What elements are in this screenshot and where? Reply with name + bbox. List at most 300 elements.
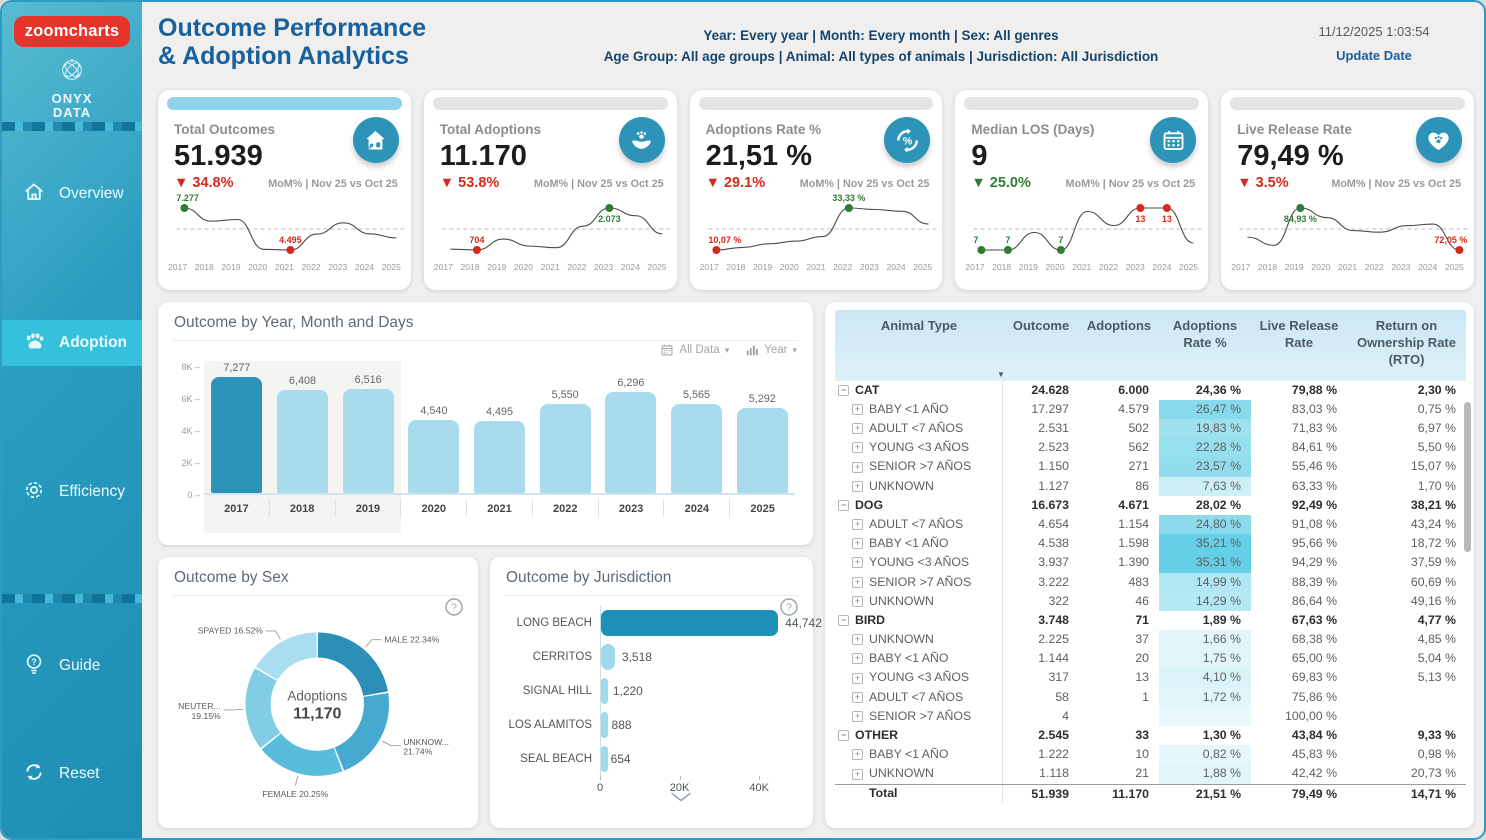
table-row-cat[interactable]: − CAT 24.628 6.000 24,36 % 79,88 % 2,30 %: [835, 381, 1466, 400]
table-row-unknown[interactable]: + UNKNOWN 1.118 21 1,88 % 42,42 % 20,73 %: [835, 764, 1466, 783]
cell-rto: 60,69 %: [1410, 574, 1456, 589]
cell-adoptions: 562: [1128, 440, 1149, 455]
bar-slot-2023: [598, 367, 664, 493]
table-row-young-3-a-os[interactable]: + YOUNG <3 AÑOS 317 13 4,10 % 69,83 % 5,13 %: [835, 668, 1466, 687]
cell-outcome: 3.937: [1038, 555, 1069, 570]
cell-adoptions: 10: [1135, 747, 1149, 762]
jurisdiction-bar-area: [600, 640, 799, 674]
bar-slot-2021: [467, 367, 533, 493]
x-axis-label-2018: 2018: [270, 499, 336, 517]
bar-slot-2017: [204, 362, 270, 493]
kpi-sparkline: [696, 193, 949, 257]
outcome-by-sex-card: [158, 557, 478, 828]
kpi-value: 21,51 %: [705, 140, 813, 172]
jur-axis-tick-40K: 40K: [749, 782, 769, 794]
donut-slice-neutered[interactable]: [246, 668, 281, 748]
kpi-card-5[interactable]: [1221, 90, 1474, 290]
house-pet-icon: [353, 117, 399, 163]
outcome-by-year-title: Outcome by Year, Month and Days: [172, 312, 799, 341]
sidebar-divider-stripe: [2, 594, 142, 603]
jurisdiction-value: 654: [610, 752, 631, 766]
donut-label-spayed: SPAYED 16.52%: [197, 625, 263, 636]
bar-slot-2022: [532, 367, 598, 493]
expand-icon[interactable]: +: [852, 462, 863, 473]
chart-control-year[interactable]: Year ▾: [745, 343, 797, 357]
left-column: [158, 302, 822, 828]
expand-icon[interactable]: +: [852, 634, 863, 645]
table-row-adult-7-a-os[interactable]: + ADULT <7 AÑOS 58 1 1,72 % 75,86 %: [835, 688, 1466, 707]
bar-slot-2018: [270, 367, 336, 493]
jurisdiction-label: CERRITOS: [532, 651, 592, 663]
donut-label-male: MALE 22.34%: [384, 634, 440, 645]
cell-adoptions-rate: 24,80 %: [1159, 515, 1251, 534]
cell-live-release: 69,83 %: [1291, 670, 1337, 685]
cell-rto: 0,98 %: [1417, 747, 1456, 762]
kpi-delta: ▼ 29.1%: [705, 175, 766, 191]
kpi-title: Total Adoptions: [439, 122, 542, 137]
svg-text:7: 7: [1058, 235, 1064, 245]
cell-rto: 18,72 %: [1410, 536, 1456, 551]
kpi-period: MoM% | Nov 25 vs Oct 25: [1331, 178, 1461, 190]
kpi-card-3[interactable]: [690, 90, 943, 290]
col-header-0[interactable]: Animal Type: [880, 318, 958, 333]
bar-value-label: 5,292: [748, 393, 776, 405]
cell-rto: 5,13 %: [1417, 670, 1456, 685]
last-update-timestamp: 11/12/2025 1:03:54: [1318, 24, 1430, 39]
donut-svg: [172, 600, 468, 810]
onyx-data-logo: [2, 53, 142, 119]
expand-icon[interactable]: +: [852, 519, 863, 530]
kpi-top-bar: [1230, 97, 1465, 110]
bar-slot-2024: [664, 367, 730, 493]
cell-rto: [1347, 688, 1466, 707]
kpi-period: MoM% | Nov 25 vs Oct 25: [268, 178, 398, 190]
header: [158, 6, 1474, 88]
cell-adoptions: 1.390: [1118, 555, 1149, 570]
bar-2021[interactable]: [474, 421, 525, 493]
jurisdiction-label: SIGNAL HILL: [522, 685, 592, 697]
expand-icon[interactable]: +: [852, 653, 863, 664]
x-axis-label-2025: 2025: [750, 503, 775, 515]
bar-value-label: 6,516: [354, 374, 382, 386]
cell-rto: 0,75 %: [1417, 401, 1456, 416]
jurisdiction-bar[interactable]: [601, 610, 778, 636]
table-row-unknown[interactable]: + UNKNOWN 322 46 14,29 % 86,64 % 49,16 %: [835, 592, 1466, 611]
cell-live-release: 95,66 %: [1291, 536, 1337, 551]
expand-icon[interactable]: +: [852, 404, 863, 415]
cell-live-release: 45,83 %: [1291, 747, 1337, 762]
x-axis-label-2019: 2019: [336, 499, 402, 517]
cell-rto: 1,70 %: [1417, 478, 1456, 493]
expand-icon[interactable]: +: [852, 749, 863, 760]
jurisdiction-bar-area: [600, 606, 822, 640]
bottom-row: [158, 557, 822, 828]
filter-summary: [488, 6, 1274, 68]
table-row-unknown[interactable]: + UNKNOWN 2.225 37 1,66 % 68,38 % 4,85 %: [835, 630, 1466, 649]
kpi-sparkline: [164, 193, 417, 257]
cell-rto: 37,59 %: [1410, 555, 1456, 570]
cell-adoptions: 6.000: [1118, 382, 1149, 397]
cell-outcome: 1.144: [1038, 651, 1069, 666]
bar-slot-2019: [335, 367, 401, 493]
bar-2023[interactable]: [605, 392, 656, 493]
animal-type-table-card: [825, 302, 1474, 828]
cell-rto: 38,21 %: [1410, 497, 1456, 512]
sidebar-item-label: Guide: [59, 657, 101, 674]
kpi-value: 79,49 %: [1237, 140, 1344, 172]
table-row-baby-1-a-o[interactable]: + BABY <1 AÑO 4.538 1.598 35,21 % 95,66 % 18,72 %: [835, 534, 1466, 553]
jurisdiction-row-long-beach: [504, 606, 822, 640]
jurisdiction-row-signal-hill: [504, 674, 799, 708]
table-row-dog[interactable]: − DOG 16.673 4.671 28,02 % 92,49 % 38,21 %: [835, 496, 1466, 515]
cell-adoptions-rate: 14,99 %: [1159, 573, 1251, 592]
onyx-line2: DATA: [52, 104, 92, 120]
sidebar-item-label: Reset: [59, 765, 100, 782]
svg-text:72,05 %: 72,05 %: [1434, 235, 1468, 245]
svg-text:84,93 %: 84,93 %: [1284, 214, 1318, 224]
cell-adoptions: [1079, 707, 1159, 726]
table-row-baby-1-a-o[interactable]: + BABY <1 AÑO 17.297 4.579 26,47 % 83,03 % 0,75 %: [835, 400, 1466, 419]
cell-adoptions-rate: 1,66 %: [1159, 630, 1251, 649]
donut-slice-unknown[interactable]: [335, 693, 389, 771]
kpi-year-labels: 2017 2018 2019 2020 2021 2022 2023 2024 2025: [168, 262, 401, 272]
chart-controls: [660, 343, 797, 357]
sidebar-item-label: Adoption: [59, 334, 128, 351]
donut-label-neutered: NEUTER... 19.15%: [178, 701, 221, 721]
svg-text:13: 13: [1135, 214, 1146, 224]
svg-text:7: 7: [1005, 235, 1011, 245]
cell-live-release: 94,29 %: [1291, 555, 1337, 570]
cell-live-release: 79,88 %: [1291, 382, 1337, 397]
kpi-year-labels: 2017 2018 2019 2020 2021 2022 2023 2024 2025: [699, 262, 933, 272]
bar-slot-2025: [729, 367, 795, 493]
cell-outcome: 4.654: [1038, 516, 1069, 531]
kpi-value: 11.170: [439, 140, 527, 172]
cell-live-release: 84,61 %: [1291, 440, 1337, 455]
cell-live-release: 75,86 %: [1291, 689, 1337, 704]
jurisdiction-bar-area: [600, 742, 799, 776]
cell-outcome: 322: [1048, 593, 1069, 608]
cell-adoptions: 483: [1128, 574, 1149, 589]
cell-outcome: 2.523: [1038, 440, 1069, 455]
jurisdiction-bar[interactable]: [601, 678, 608, 704]
jurisdiction-bar[interactable]: [601, 712, 608, 738]
bar-slot-2020: [401, 367, 467, 493]
cell-outcome: 17.297: [1031, 401, 1069, 416]
table-row-young-3-a-os[interactable]: + YOUNG <3 AÑOS 2.523 562 22,28 % 84,61 % 5,50 %: [835, 438, 1466, 457]
expand-icon[interactable]: +: [852, 538, 863, 549]
jurisdiction-value: 888: [611, 718, 632, 732]
cell-outcome: 16.673: [1031, 497, 1069, 512]
kpi-title: Total Outcomes: [174, 122, 276, 137]
cell-live-release: 65,00 %: [1291, 651, 1337, 666]
cell-live-release: 79,49 %: [1291, 786, 1337, 801]
filter-summary-line1: Year: Every year | Month: Every month | Sex: All genres: [703, 28, 1059, 43]
content-row: [158, 302, 1474, 828]
bar-value-label: 4,540: [420, 405, 448, 417]
col-header-1[interactable]: Outcome: [1012, 318, 1070, 333]
cell-adoptions: 271: [1128, 459, 1149, 474]
kpi-year-labels: 2017 2018 2019 2020 2021 2022 2023 2024 2025: [433, 262, 667, 272]
filter-summary-line2: Age Group: All age groups | Animal: All types of animals | Jurisdiction: All Jurisdiction: [603, 48, 1159, 64]
jurisdiction-bar-area: [600, 708, 799, 742]
cell-adoptions: 4.671: [1118, 497, 1149, 512]
y-tick-4K: 4K –: [181, 426, 200, 436]
cell-live-release: 83,03 %: [1291, 401, 1337, 416]
bar-2018[interactable]: [277, 390, 328, 493]
donut-slice-spayed[interactable]: [256, 632, 317, 680]
cell-rto: 4,85 %: [1417, 632, 1456, 647]
cell-rto: 5,04 %: [1417, 651, 1456, 666]
expand-icon[interactable]: +: [852, 769, 863, 780]
cell-live-release: 92,49 %: [1291, 497, 1337, 512]
cell-live-release: 43,84 %: [1291, 728, 1337, 743]
cell-outcome: 317: [1048, 670, 1069, 685]
kpi-card-1[interactable]: [158, 90, 411, 290]
cell-adoptions: 20: [1135, 651, 1149, 666]
bar-2024[interactable]: [671, 404, 722, 493]
cell-adoptions-rate: 0,82 %: [1159, 745, 1251, 764]
col-header-3[interactable]: Adoptions Rate %: [1172, 318, 1238, 350]
cell-adoptions: 502: [1128, 421, 1149, 436]
table-body: [835, 381, 1466, 803]
table-row-total[interactable]: Total 51.939 11.170 21,51 % 79,49 % 14,71 %: [835, 784, 1466, 803]
bar-value-label: 6,296: [617, 377, 645, 389]
expand-icon[interactable]: +: [852, 673, 863, 684]
sort-indicator: ▼: [997, 369, 1005, 379]
update-date-block: [1274, 6, 1474, 63]
jurisdiction-value: 44,742: [785, 616, 822, 630]
svg-text:7: 7: [973, 235, 979, 245]
x-axis-label-2023: 2023: [599, 499, 665, 517]
kpi-sparkline: [961, 193, 1214, 257]
cell-outcome: 58: [1055, 689, 1069, 704]
donut-center-label: Adoptions: [287, 688, 348, 704]
bar-2017[interactable]: [211, 377, 262, 493]
collapse-icon[interactable]: −: [838, 730, 849, 741]
percent-cycle-icon: [884, 117, 930, 163]
kpi-year-labels: 2017 2018 2019 2020 2021 2022 2023 2024 2025: [965, 262, 1199, 272]
onyx-line1: ONYX: [51, 91, 93, 106]
sidebar-item-guide[interactable]: [2, 644, 142, 688]
donut-slice-male[interactable]: [318, 632, 388, 695]
cell-adoptions: 37: [1135, 632, 1149, 647]
kpi-delta: ▼ 3.5%: [1237, 175, 1289, 191]
jurisdiction-bar-area: [600, 674, 799, 708]
jurisdiction-bar[interactable]: [601, 746, 608, 772]
cell-live-release: 42,42 %: [1291, 766, 1337, 781]
cell-rto: 15,07 %: [1410, 459, 1456, 474]
cell-adoptions-rate: 14,29 %: [1159, 592, 1251, 611]
cell-adoptions-rate: 35,31 %: [1159, 553, 1251, 572]
jur-axis-tick-0: 0: [596, 782, 604, 794]
bar-value-label: 6,408: [288, 375, 317, 387]
cell-rto: 20,73 %: [1410, 766, 1456, 781]
collapse-icon[interactable]: −: [838, 615, 849, 626]
cell-outcome: 2.545: [1038, 728, 1069, 743]
cell-rto: [1347, 707, 1466, 726]
hands-paw-icon: [619, 117, 665, 163]
col-header-2[interactable]: Adoptions: [1086, 318, 1152, 333]
cell-adoptions: 1: [1142, 689, 1149, 704]
svg-text:?: ?: [786, 601, 792, 614]
bar-value-label: 4,495: [486, 406, 514, 418]
table-row-senior-7-a-os[interactable]: + SENIOR >7 AÑOS 3.222 483 14,99 % 88,39 % 60,69 %: [835, 573, 1466, 592]
jurisdiction-label: LONG BEACH: [516, 617, 592, 629]
kpi-delta: ▼ 25.0%: [971, 175, 1031, 191]
bar-2025[interactable]: [737, 408, 788, 493]
expand-icon[interactable]: +: [852, 442, 863, 453]
svg-text:13: 13: [1162, 214, 1173, 224]
table-row-bird[interactable]: − BIRD 3.748 71 1,89 % 67,63 % 4,77 %: [835, 611, 1466, 630]
table-row-baby-1-a-o[interactable]: + BABY <1 AÑO 1.144 20 1,75 % 65,00 % 5,04 %: [835, 649, 1466, 668]
cell-live-release: 67,63 %: [1291, 612, 1337, 627]
table-row-senior-7-a-os[interactable]: + SENIOR >7 AÑOS 1.150 271 23,57 % 55,46 % 15,07 %: [835, 457, 1466, 476]
jurisdiction-value: 3,518: [621, 650, 652, 664]
cell-adoptions-rate: 1,89 %: [1202, 612, 1241, 627]
y-tick-2K: 2K –: [181, 458, 200, 468]
cell-adoptions: 1.598: [1118, 536, 1149, 551]
svg-text:%: %: [902, 134, 913, 147]
cell-live-release: 71,83 %: [1291, 421, 1337, 436]
svg-text:7.277: 7.277: [176, 193, 199, 203]
chevron-down-icon[interactable]: [668, 790, 694, 802]
year-axis-labels: [204, 499, 795, 517]
bar-value-label: 5,565: [683, 389, 711, 401]
table-row-adult-7-a-os[interactable]: + ADULT <7 AÑOS 2.531 502 19,83 % 71,83 % 6,97 %: [835, 419, 1466, 438]
kpi-row: [158, 90, 1474, 290]
donut-slice-female[interactable]: [262, 734, 343, 776]
cell-adoptions: 1.154: [1118, 516, 1149, 531]
x-axis-label-2021: 2021: [467, 499, 533, 517]
donut-label-unknown: UNKNOW... 21.74%: [403, 736, 450, 757]
expand-icon[interactable]: +: [852, 423, 863, 434]
col-header-4[interactable]: Live Release Rate: [1259, 318, 1339, 350]
cell-adoptions-rate: 19,83 %: [1159, 419, 1251, 438]
calendar-icon: [1150, 117, 1196, 163]
table-row-young-3-a-os[interactable]: + YOUNG <3 AÑOS 3.937 1.390 35,31 % 94,29 % 37,59 %: [835, 553, 1466, 572]
expand-icon[interactable]: +: [852, 692, 863, 703]
cell-outcome: 4.538: [1038, 536, 1069, 551]
table-scrollbar[interactable]: [1464, 402, 1471, 552]
cell-adoptions: 86: [1135, 478, 1149, 493]
jur-axis-tick-20K: 20K: [669, 782, 690, 794]
expand-icon[interactable]: +: [852, 596, 863, 607]
onyx-globe-icon: [55, 74, 89, 91]
refresh-icon: [22, 760, 46, 789]
table-header[interactable]: [835, 310, 1466, 381]
chart-control-all-data[interactable]: All Data ▾: [660, 343, 729, 357]
expand-icon[interactable]: +: [852, 557, 863, 568]
zoomcharts-logo: zoomcharts: [14, 16, 130, 47]
home-icon: [22, 180, 46, 209]
table-row-other[interactable]: − OTHER 2.545 33 1,30 % 43,84 % 9,33 %: [835, 726, 1466, 745]
collapse-icon[interactable]: −: [838, 385, 849, 396]
cell-adoptions-rate: 1,30 %: [1202, 728, 1241, 743]
cell-live-release: 91,08 %: [1291, 516, 1337, 531]
y-tick-0: 0 –: [187, 490, 200, 500]
cell-outcome: 2.225: [1038, 632, 1069, 647]
cell-rto: 2,30 %: [1417, 382, 1456, 397]
cell-adoptions-rate: 35,21 %: [1159, 534, 1251, 553]
cell-adoptions-rate: 24,36 %: [1195, 382, 1241, 397]
x-axis-label-2017: 2017: [204, 499, 270, 517]
table-row-senior-7-a-os[interactable]: + SENIOR >7 AÑOS 4 100,00 %: [835, 707, 1466, 726]
svg-text:33,33 %: 33,33 %: [831, 193, 866, 203]
y-tick-8K: 8K –: [181, 362, 200, 372]
col-header-5[interactable]: Return on Ownership Rate (RTO): [1357, 318, 1456, 367]
table-row-unknown[interactable]: + UNKNOWN 1.127 86 7,63 % 63,33 % 1,70 %: [835, 477, 1466, 496]
year-bar-plot: [204, 362, 795, 495]
sidebar-divider-stripe: [2, 122, 142, 131]
y-tick-6K: 6K –: [181, 394, 200, 404]
x-axis-label-2020: 2020: [401, 499, 467, 517]
outcome-by-jurisdiction-title: Outcome by Jurisdiction: [504, 567, 799, 596]
svg-text:?: ?: [31, 656, 37, 667]
sidebar-item-adoption[interactable]: [2, 320, 142, 366]
cell-adoptions: 71: [1135, 612, 1149, 627]
outcome-by-year-card: [158, 302, 813, 545]
cell-adoptions-rate: 1,88 %: [1159, 764, 1251, 783]
lightbulb-question-icon: [22, 652, 46, 681]
expand-icon[interactable]: +: [852, 481, 863, 492]
kpi-card-4[interactable]: [955, 90, 1208, 290]
sidebar: [2, 2, 142, 838]
kpi-card-2[interactable]: [424, 90, 677, 290]
expand-icon[interactable]: +: [852, 711, 863, 722]
expand-icon[interactable]: +: [852, 577, 863, 588]
collapse-icon[interactable]: −: [838, 500, 849, 511]
kpi-top-bar: [167, 97, 402, 110]
table-row-baby-1-a-o[interactable]: + BABY <1 AÑO 1.222 10 0,82 % 45,83 % 0,98 %: [835, 745, 1466, 764]
cell-outcome: 2.531: [1038, 421, 1069, 436]
bar-2022[interactable]: [540, 404, 591, 493]
cell-adoptions: 13: [1135, 670, 1149, 685]
svg-text:10,07 %: 10,07 %: [707, 235, 742, 245]
cell-outcome: 1.222: [1038, 747, 1069, 762]
jurisdiction-bar-chart: [504, 606, 822, 776]
update-date-button[interactable]: Update Date: [1336, 48, 1412, 63]
page-title: Outcome Performance & Adoption Analytics: [158, 14, 427, 70]
kpi-period: MoM% | Nov 25 vs Oct 25: [799, 178, 930, 190]
kpi-sparkline: [430, 193, 683, 257]
svg-text:704: 704: [469, 235, 485, 245]
sidebar-item-reset[interactable]: [2, 752, 142, 796]
jurisdiction-bar[interactable]: [601, 644, 615, 670]
kpi-top-bar: [433, 97, 668, 110]
x-axis-label-2022: 2022: [533, 499, 599, 517]
cell-adoptions-rate: 23,57 %: [1159, 457, 1251, 476]
cell-live-release: 55,46 %: [1291, 459, 1337, 474]
paw-icon: [22, 329, 46, 358]
cell-adoptions-rate: 7,63 %: [1159, 477, 1251, 496]
kpi-top-bar: [964, 97, 1199, 110]
table-row-adult-7-a-os[interactable]: + ADULT <7 AÑOS 4.654 1.154 24,80 % 91,08 % 43,24 %: [835, 515, 1466, 534]
sidebar-item-overview[interactable]: [2, 172, 142, 216]
sidebar-item-efficiency[interactable]: [2, 470, 142, 514]
kpi-title: Median LOS (Days): [971, 122, 1095, 137]
cell-rto: 4,77 %: [1417, 612, 1456, 627]
jurisdiction-row-cerritos: [504, 640, 799, 674]
cell-adoptions-rate: 26,47 %: [1159, 400, 1251, 419]
cell-adoptions-rate: 4,10 %: [1159, 668, 1251, 687]
svg-text:2.073: 2.073: [597, 214, 621, 224]
bar-2019[interactable]: [343, 389, 394, 493]
bar-value-label: 7,277: [223, 362, 251, 374]
x-axis-label-2024: 2024: [664, 499, 730, 517]
cell-outcome: 1.127: [1038, 478, 1069, 493]
bar-2020[interactable]: [408, 420, 459, 493]
